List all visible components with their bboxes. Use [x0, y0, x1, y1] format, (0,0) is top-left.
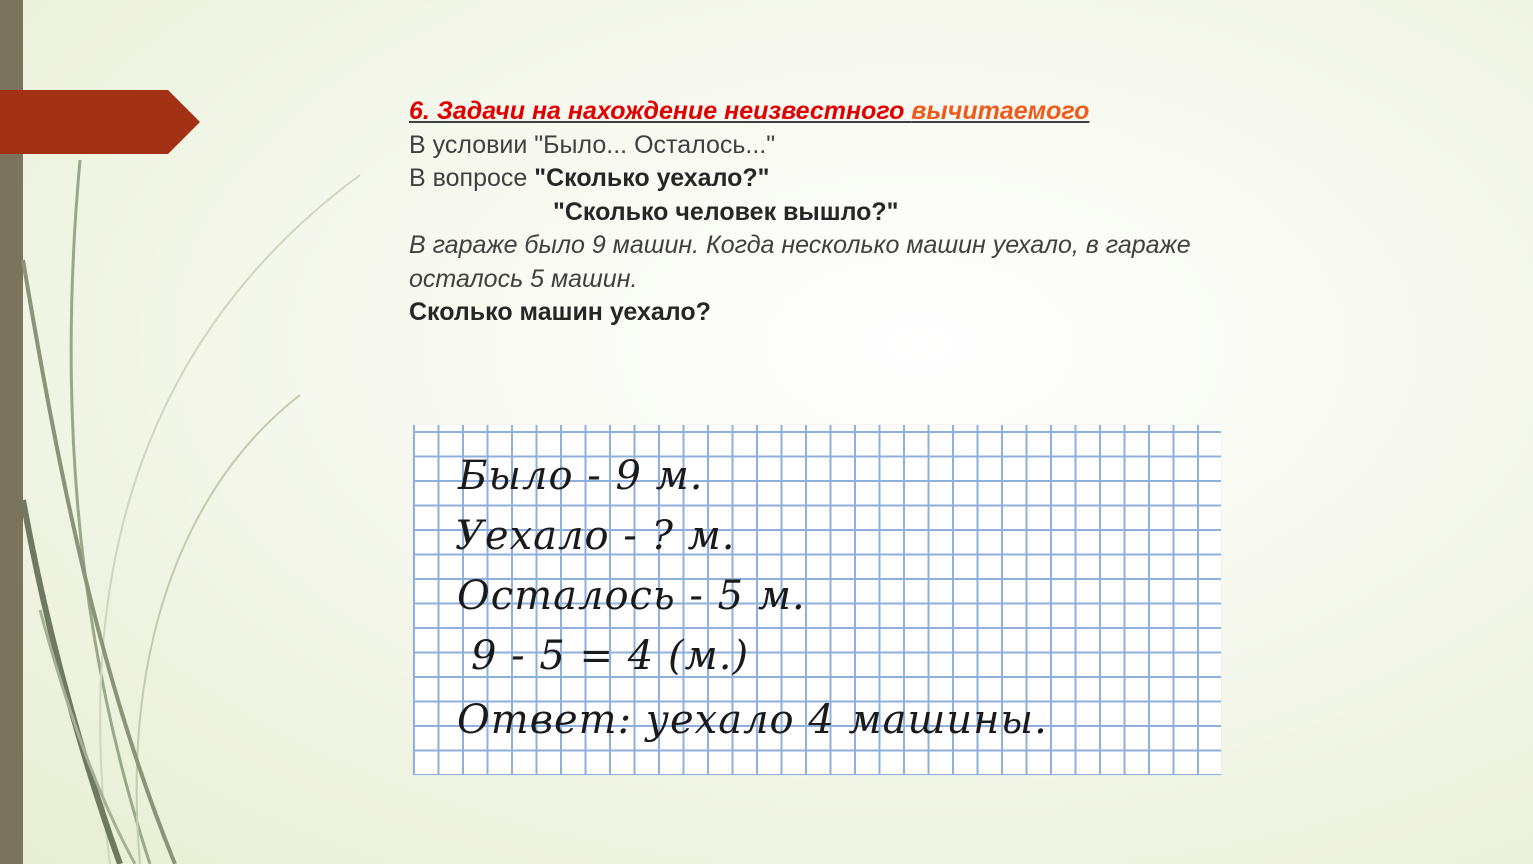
notebook-line-1: Было - 9 м.: [458, 453, 704, 499]
notebook-grid-image: [413, 425, 1221, 775]
condition-line: В условии "Было... Осталось...": [409, 130, 776, 159]
notebook-line-3: Осталось - 5 м.: [457, 573, 806, 619]
problem-question: Сколько машин уехало?: [409, 298, 711, 326]
slide-heading: [409, 95, 1269, 129]
problem-text: В гараже было 9 машин. Когда несколько машин уехало, в гараже осталось 5 машин.: [409, 231, 1191, 293]
red-arrow-banner: [0, 90, 200, 154]
heading-accent: вычитаемого: [911, 97, 1090, 125]
notebook-line-4: 9 - 5 = 4 (м.): [471, 633, 750, 679]
question-2: "Сколько человек вышло?": [553, 197, 899, 226]
question-1: "Сколько уехало?": [534, 164, 770, 192]
slide-text: [409, 95, 1269, 330]
heading-main: 6. Задачи на нахождение неизвестного: [409, 97, 912, 125]
question-line: [409, 162, 1269, 196]
question-prefix: В вопросе: [409, 164, 535, 192]
notebook-line-2: Уехало - ? м.: [455, 513, 736, 559]
notebook-line-5: Ответ: уехало 4 машины.: [457, 697, 1048, 743]
